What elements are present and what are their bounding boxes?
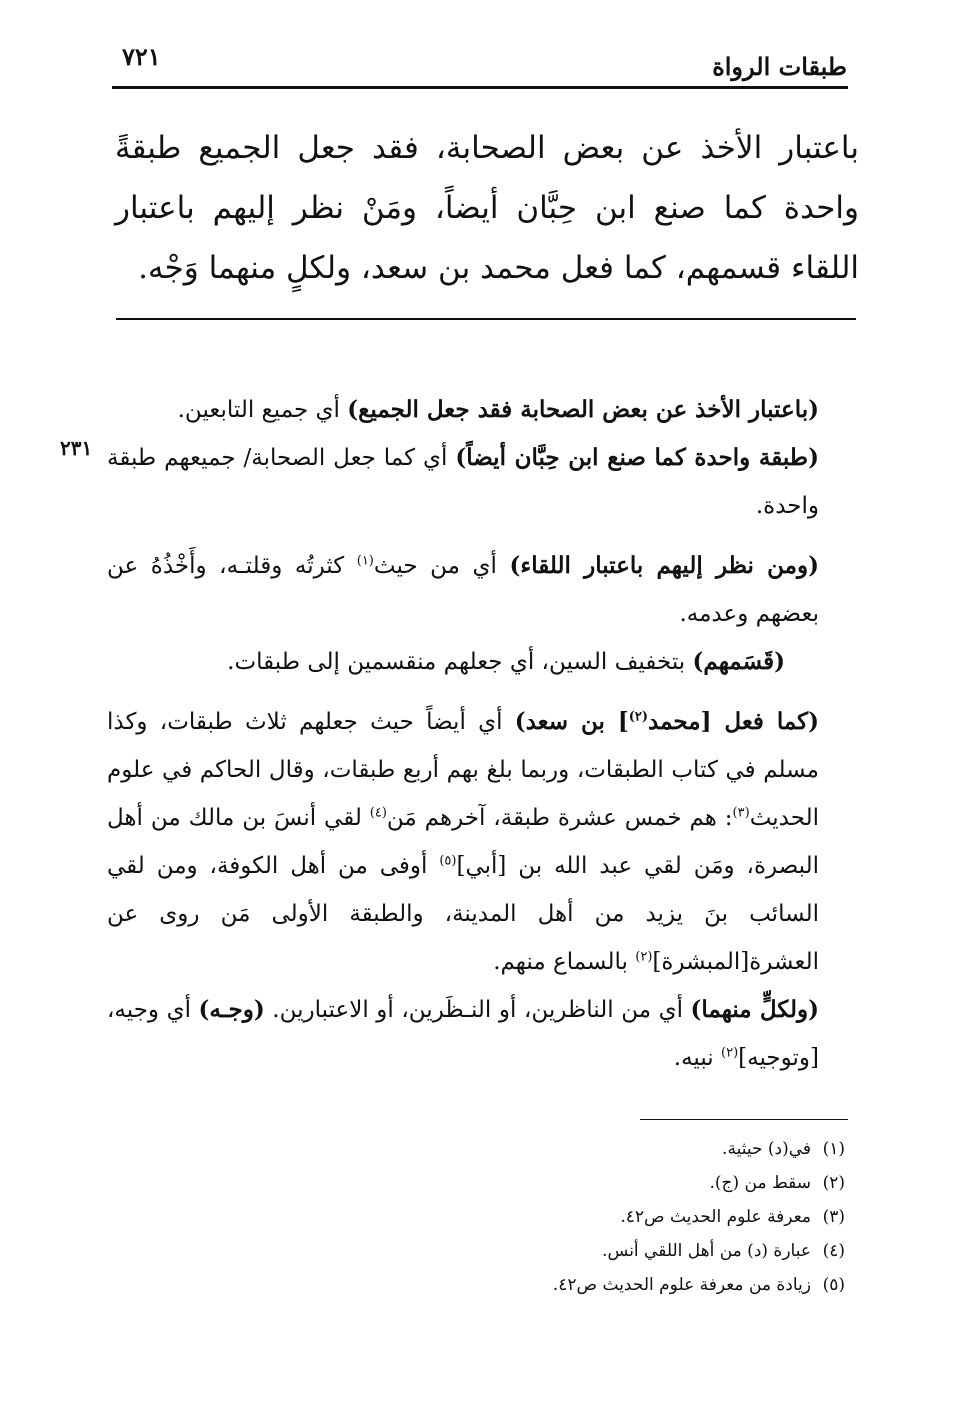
commentary-text: أي جميع التابعين. bbox=[177, 397, 348, 423]
commentary-paragraph bbox=[107, 542, 845, 638]
footnote bbox=[385, 1234, 845, 1268]
commentary-text: أي من حيث bbox=[373, 553, 510, 579]
header-rule bbox=[112, 86, 848, 89]
main-text: باعتبار الأخذ عن بعض الصحابة، فقد جعل الجميع طبقةً واحدة كما صنع ابن حِبَّان أيضاً، ومَنْ نظر إليهم باعتبار اللقاء قسمهم، كما فعل محمد بن سعد، ولكلٍ منهما وَجْه. bbox=[115, 130, 859, 286]
footnote-ref: (٣) bbox=[732, 805, 750, 821]
footnote-rule bbox=[640, 1119, 848, 1120]
lemma: (ومن نظر إليهم باعتبار اللقاء) bbox=[509, 552, 819, 579]
running-title: طبقات الرواة bbox=[712, 52, 847, 81]
commentary-text: : هم خمس عشرة طبقة، آخرهم مَن bbox=[386, 805, 733, 831]
commentary-paragraph bbox=[107, 638, 845, 686]
lemma: (باعتبار الأخذ عن بعض الصحابة فقد جعل الجميع) bbox=[347, 396, 819, 423]
footnote-text: سقط من (ج). bbox=[709, 1173, 811, 1193]
footnote-ref: (٥) bbox=[439, 853, 457, 869]
commentary-paragraph bbox=[107, 698, 845, 986]
manuscript-folio-number: ٢٣١ bbox=[60, 436, 93, 460]
commentary-text: أي أيضاً حيث جعلهم ثلاث طبقات، وكذا مسلم في كتاب الطبقات، وربما بلغ بهم أربع طبقات، وقال الحاكم في علوم الحديث bbox=[107, 709, 819, 831]
commentary-text: بالسماع منهم. bbox=[493, 949, 636, 975]
footnote-number: (٥) bbox=[822, 1275, 845, 1295]
footnote-number: (٣) bbox=[822, 1207, 845, 1227]
commentary-text: أي من الناظرين، أو النـظَرين، أو الاعتبارين. bbox=[264, 997, 691, 1023]
commentary-text: كثرتُه وقلتـه، وأَخْذُهُ عن بعضهم وعدمه. bbox=[107, 553, 819, 627]
footnote bbox=[385, 1166, 845, 1200]
commentary-text: لقي أنسَ بن مالك من أهل البصرة، ومَن لقي عبد الله بن [أبي] bbox=[107, 805, 819, 879]
footnotes bbox=[385, 1132, 845, 1302]
footnote-text: زيادة من معرفة علوم الحديث ص٤٢. bbox=[552, 1275, 811, 1295]
commentary-text: بتخفيف السين، أي جعلهم منقسمين إلى طبقات. bbox=[227, 649, 693, 675]
lemma: (وجـه) bbox=[198, 996, 265, 1023]
footnote-number: (٤) bbox=[822, 1241, 845, 1261]
lemma: (قَسَمهم) bbox=[692, 648, 785, 675]
lemma: (ولكلٍّ منهما) bbox=[690, 996, 819, 1023]
footnote-ref: (١) bbox=[356, 553, 374, 569]
footnote-text: معرفة علوم الحديث ص٤٢. bbox=[620, 1207, 811, 1227]
lemma: (طبقة واحدة كما صنع ابن حِبَّان أيضاً) bbox=[455, 444, 819, 471]
commentary bbox=[107, 386, 845, 1082]
commentary-text: نبيه. bbox=[673, 1045, 722, 1071]
commentary-paragraph bbox=[107, 434, 845, 530]
footnote bbox=[385, 1132, 845, 1166]
lemma: (كما فعل [محمد$^{(٢)}$] بن سعد) bbox=[514, 708, 819, 735]
commentary-text: أي وجيه، [وتوجيه] bbox=[107, 997, 819, 1071]
footnote-text: في(د) حيثية. bbox=[722, 1139, 811, 1159]
commentary-paragraph bbox=[107, 986, 845, 1082]
footnote-ref: (٢) bbox=[628, 709, 649, 725]
footnote bbox=[385, 1200, 845, 1234]
commentary-text: أوفى من أهل الكوفة، ومن لقي السائب بنَ يزيد من أهل المدينة، والطبقة الأولى مَن روى عن العشرة[المبشرة] bbox=[107, 853, 819, 975]
footnote-number: (٢) bbox=[822, 1173, 845, 1193]
page-number: ٧٢١ bbox=[122, 42, 161, 71]
commentary-paragraph bbox=[107, 386, 845, 434]
footnote-ref: (٤) bbox=[369, 805, 387, 821]
footnote-ref: (٢) bbox=[635, 949, 653, 965]
commentary-text: أي كما جعل الصحابة/ جميعهم طبقة واحدة. bbox=[107, 445, 819, 519]
footnote-number: (١) bbox=[822, 1139, 845, 1159]
footnote-ref: (٢) bbox=[721, 1045, 739, 1061]
footnote bbox=[385, 1268, 845, 1302]
footnote-text: عبارة (د) من أهل اللقي أنس. bbox=[602, 1241, 811, 1261]
separator-rule bbox=[116, 318, 856, 320]
